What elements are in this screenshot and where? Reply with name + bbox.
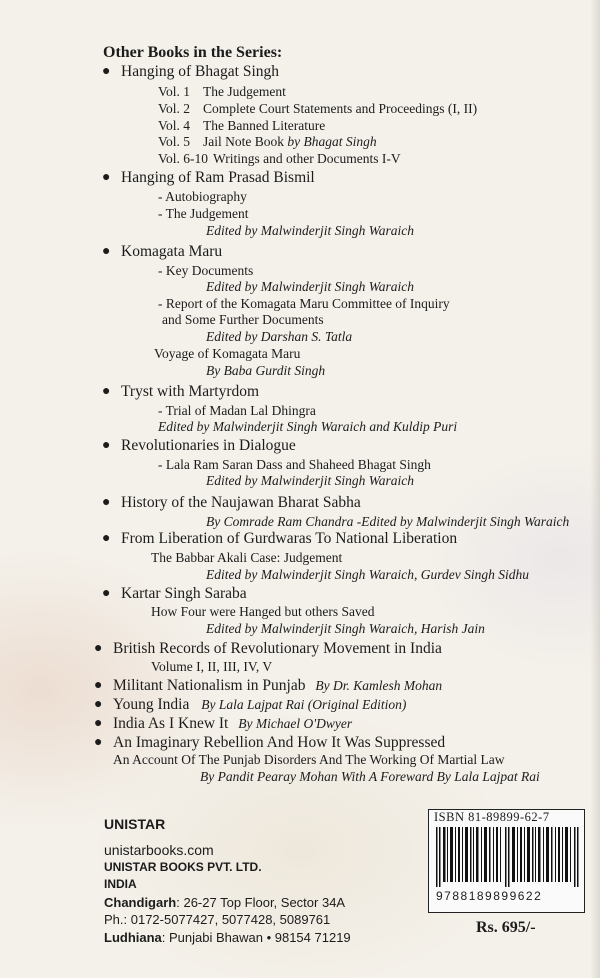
volume-number: Vol. 4 — [158, 118, 191, 133]
bullet-icon: ● — [94, 678, 103, 693]
publisher-company: UNISTAR BOOKS PVT. LTD. — [104, 860, 262, 874]
book-item — [102, 383, 260, 401]
volume-title: The Judgement — [203, 84, 286, 99]
publisher-address-chandigarh — [104, 895, 345, 910]
publisher-address-ludhiana — [104, 930, 351, 945]
bullet-icon: ● — [94, 697, 103, 712]
bullet-icon: ● — [102, 384, 111, 399]
book-title: Hanging of Bhagat Singh — [121, 63, 279, 80]
book-author: By Michael O'Dwyer — [238, 716, 353, 731]
book-item — [94, 677, 443, 695]
book-title: British Records of Revolutionary Movement in India — [113, 640, 442, 657]
volume-title: Jail Note Book — [203, 134, 284, 149]
book-subline: An Account Of The Punjab Disorders And The Working Of Martial Law — [113, 752, 505, 767]
book-title: Young India — [113, 696, 190, 713]
book-item — [94, 734, 446, 752]
book-subline: The Babbar Akali Case: Judgement — [151, 550, 343, 565]
publisher-phone: Ph.: 0172-5077427, 5077428, 5089761 — [104, 912, 331, 927]
bullet-icon: ● — [94, 735, 103, 750]
book-title: Kartar Singh Saraba — [121, 585, 247, 602]
city-address: : 26-27 Top Floor, Sector 34A — [176, 895, 346, 910]
book-item — [102, 169, 315, 187]
city-label: Ludhiana — [104, 930, 162, 945]
book-author: By Dr. Kamlesh Mohan — [315, 678, 443, 693]
book-editor: Edited by Malwinderjit Singh Waraich — [206, 473, 414, 488]
bullet-icon: ● — [102, 531, 111, 546]
book-subline: - Trial of Madan Lal Dhingra — [158, 403, 316, 418]
volume-title: Complete Court Statements and Proceedings (I, II) — [203, 101, 478, 116]
book-item — [102, 243, 223, 261]
barcode-number: 9788189899622 — [436, 889, 543, 903]
book-item — [94, 715, 353, 733]
book-title: Revolutionaries in Dialogue — [121, 437, 296, 454]
book-title: India As I Knew It — [113, 715, 229, 732]
book-editor: Edited by Darshan S. Tatla — [206, 329, 353, 344]
volume-line — [158, 134, 377, 150]
series-heading: Other Books in the Series: — [103, 44, 283, 61]
volume-line — [158, 84, 286, 100]
volume-number: Vol. 5 — [158, 134, 191, 149]
volume-author: by Bhagat Singh — [287, 134, 377, 149]
book-subline: - Autobiography — [158, 189, 247, 204]
bullet-icon: ● — [102, 586, 111, 601]
book-subline: Volume I, II, III, IV, V — [151, 659, 273, 674]
bullet-icon: ● — [94, 641, 103, 656]
publisher-logo: UNISTAR — [104, 816, 166, 832]
bullet-icon: ● — [102, 495, 111, 510]
book-subline: - Report of the Komagata Maru Committee of Inquiry — [158, 296, 450, 311]
volume-title: The Banned Literature — [203, 118, 326, 133]
book-title: History of the Naujawan Bharat Sabha — [121, 494, 361, 511]
book-editor: By Baba Gurdit Singh — [206, 363, 326, 378]
book-title: Komagata Maru — [121, 243, 223, 260]
publisher-country: INDIA — [104, 877, 137, 891]
bullet-icon: ● — [102, 438, 111, 453]
book-item — [102, 585, 247, 603]
book-subline: and Some Further Documents — [162, 312, 324, 327]
city-address: : Punjabi Bhawan • 98154 71219 — [161, 930, 351, 945]
publisher-website: unistarbooks.com — [104, 842, 214, 858]
book-item — [102, 437, 296, 455]
volume-line — [158, 118, 325, 134]
volume-title: Writings and other Documents I-V — [213, 151, 401, 166]
book-subline: - The Judgement — [158, 206, 249, 221]
book-item — [102, 530, 458, 548]
bullet-icon: ● — [102, 170, 111, 185]
book-editor: Edited by Malwinderjit Singh Waraich, Harish Jain — [206, 621, 485, 636]
isbn-number: ISBN 81-89899-62-7 — [434, 810, 550, 824]
book-title: An Imaginary Rebellion And How It Was Suppressed — [113, 734, 446, 751]
book-item — [102, 63, 279, 81]
book-item — [102, 494, 361, 512]
book-title: From Liberation of Gurdwaras To National Liberation — [121, 530, 458, 547]
volume-number: Vol. 6-10 — [158, 151, 209, 166]
barcode-icon — [436, 827, 580, 887]
volume-line — [158, 151, 401, 167]
book-title: Tryst with Martyrdom — [121, 383, 260, 400]
volume-number: Vol. 2 — [158, 101, 191, 116]
bullet-icon: ● — [102, 244, 111, 259]
book-title: Militant Nationalism in Punjab — [113, 677, 306, 694]
bullet-icon: ● — [102, 64, 111, 79]
book-author: By Lala Lajpat Rai (Original Edition) — [201, 697, 407, 712]
book-item — [94, 640, 442, 658]
book-item — [94, 696, 407, 714]
book-subline: - Lala Ram Saran Dass and Shaheed Bhagat Singh — [158, 457, 431, 472]
book-editor: Edited by Malwinderjit Singh Waraich — [206, 223, 414, 238]
page-edge — [590, 0, 600, 978]
book-subline: How Four were Hanged but others Saved — [151, 604, 375, 619]
volume-number: Vol. 1 — [158, 84, 191, 99]
book-editor: Edited by Malwinderjit Singh Waraich, Gurdev Singh Sidhu — [206, 567, 529, 582]
volume-line — [158, 101, 477, 117]
book-editor: By Pandit Pearay Mohan With A Foreward By Lala Lajpat Rai — [200, 769, 540, 784]
book-subline: - Key Documents — [158, 263, 254, 278]
city-label: Chandigarh — [104, 895, 177, 910]
book-subline: Voyage of Komagata Maru — [154, 346, 301, 361]
bullet-icon: ● — [94, 716, 103, 731]
price: Rs. 695/- — [476, 919, 536, 936]
book-editor: Edited by Malwinderjit Singh Waraich — [206, 279, 414, 294]
book-title: Hanging of Ram Prasad Bismil — [121, 169, 315, 186]
book-editor: By Comrade Ram Chandra -Edited by Malwinderjit Singh Waraich — [206, 514, 570, 529]
book-editor: Edited by Malwinderjit Singh Waraich and Kuldip Puri — [158, 419, 458, 434]
